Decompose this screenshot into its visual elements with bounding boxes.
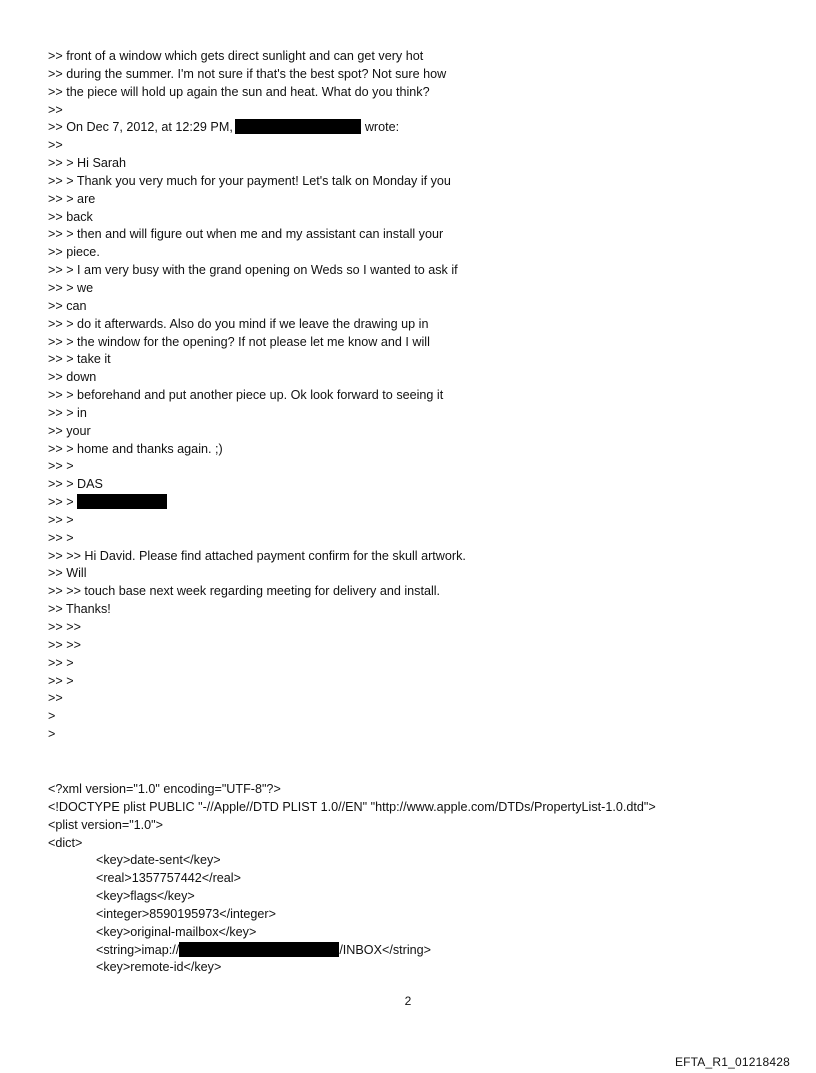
xml-line: <?xml version="1.0" encoding="UTF-8"?> (48, 782, 281, 796)
xml-string-open: <string>imap:// (96, 942, 180, 957)
email-line: >> > (48, 512, 74, 527)
email-line: >> > then and will figure out when me and my assistant can install your (48, 227, 444, 242)
page-number: 2 (404, 994, 412, 1008)
email-line: >> > beforehand and put another piece up. Ok look forward to seeing it (48, 388, 444, 403)
xml-line: <real>1357757442</real> (96, 871, 241, 886)
plist-xml-block (48, 781, 768, 977)
email-signature-line (48, 494, 748, 512)
email-line: >> > do it afterwards. Also do you mind if we leave the drawing up in (48, 316, 429, 331)
email-line: >> >> (48, 620, 81, 634)
email-line: >> > the window for the opening? If not please let me know and I will (48, 334, 430, 349)
xml-mailbox-line (48, 942, 768, 960)
email-attribution-line (48, 119, 748, 137)
xml-line: <integer>8590195973</integer> (96, 906, 276, 921)
xml-string-close: /INBOX</string> (339, 942, 432, 957)
quoted-email-thread (48, 48, 748, 744)
email-line: > (48, 709, 56, 724)
bates-number: EFTA_R1_01218428 (674, 1055, 790, 1069)
redaction-box (235, 119, 361, 134)
attribution-wrote: wrote: (364, 120, 400, 135)
email-line: >> > (48, 530, 74, 545)
email-line: >> can (48, 298, 87, 313)
email-line: >> > (48, 673, 74, 688)
email-line: >> Will (48, 566, 87, 581)
email-line: >> > (48, 459, 74, 474)
email-line: >> Thanks! (48, 602, 111, 617)
email-line: >> > Thank you very much for your payment! Let's talk on Monday if you (48, 173, 451, 188)
email-line: >> your (48, 423, 91, 438)
email-line: >> > home and thanks again. ;) (48, 441, 223, 456)
email-line: >> (48, 102, 63, 117)
email-line: > (48, 727, 56, 742)
xml-line: <key>remote-id</key> (96, 960, 222, 975)
email-line: >> > in (48, 405, 87, 420)
email-line: >> front of a window which gets direct sunlight and can get very hot (48, 49, 424, 63)
email-line: >> > are (48, 191, 96, 206)
attribution-text: >> On Dec 7, 2012, at 12:29 PM, (48, 120, 233, 135)
xml-line: <plist version="1.0"> (48, 817, 164, 832)
xml-line: <key>original-mailbox</key> (96, 924, 257, 939)
email-line: >> > I am very busy with the grand opening on Weds so I wanted to ask if (48, 263, 458, 278)
email-line: >> > (48, 655, 74, 670)
redaction-box (179, 942, 339, 957)
xml-line: <dict> (48, 835, 83, 850)
xml-line: <key>flags</key> (96, 889, 195, 904)
email-line: >> the piece will hold up again the sun and heat. What do you think? (48, 84, 430, 99)
redaction-box (77, 494, 167, 509)
email-line: >> > DAS (48, 477, 103, 492)
xml-line: <!DOCTYPE plist PUBLIC "-//Apple//DTD PLIST 1.0//EN" "http://www.apple.com/DTDs/PropertyList-1.0.dtd"> (48, 799, 656, 814)
email-line: >> >> Hi David. Please find attached payment confirm for the skull artwork. (48, 548, 466, 563)
email-line: >> >> (48, 637, 81, 652)
email-line: >> during the summer. I'm not sure if that's the best spot? Not sure how (48, 66, 447, 81)
email-line: >> down (48, 370, 97, 385)
signature-prefix: >> > (48, 495, 74, 510)
email-line: >> piece. (48, 245, 100, 260)
email-line: >> (48, 138, 63, 153)
email-line: >> > we (48, 280, 94, 295)
email-line: >> > Hi Sarah (48, 156, 127, 171)
email-line: >> >> touch base next week regarding meeting for delivery and install. (48, 584, 441, 599)
email-line: >> back (48, 209, 93, 224)
email-line: >> (48, 691, 63, 706)
xml-line: <key>date-sent</key> (96, 853, 221, 868)
email-line: >> > take it (48, 352, 111, 367)
